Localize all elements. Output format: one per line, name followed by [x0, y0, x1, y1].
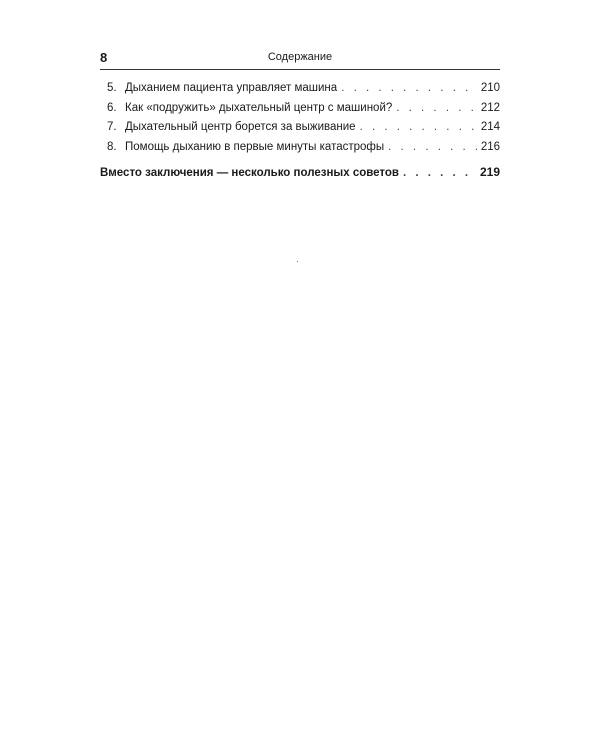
- table-of-contents: [100, 79, 500, 183]
- toc-entry: [100, 118, 500, 138]
- toc-entry-page: 216: [480, 140, 500, 153]
- dot-leader: [403, 164, 476, 184]
- header-divider: [100, 69, 500, 70]
- toc-entry: [100, 138, 500, 158]
- toc-entry-title: Дыханием пациента управляет машина: [125, 82, 338, 94]
- toc-entry-page: 214: [480, 121, 500, 133]
- toc-entry: [100, 99, 500, 119]
- toc-entry-title: Как «подружить» дыхательный центр с машиной?: [125, 101, 393, 114]
- toc-entry-title: Помощь дыханию в первые минуты катастрофы: [125, 140, 385, 153]
- toc-chapter-title: Вместо заключения — несколько полезных советов: [100, 167, 399, 179]
- paper-speck: [297, 261, 298, 262]
- dot-leader: [360, 118, 477, 138]
- toc-entry-number: 6.: [107, 101, 117, 114]
- page-number: 8: [100, 50, 108, 65]
- toc-entry: [100, 79, 500, 99]
- toc-entry-number: 8.: [107, 140, 117, 153]
- toc-entry-number: 5.: [107, 82, 117, 94]
- toc-entry-title: Дыхательный центр борется за выживание: [125, 121, 356, 133]
- toc-entry-number: 7.: [107, 121, 117, 133]
- toc-entry-page: 212: [480, 101, 500, 114]
- dot-leader: [388, 138, 477, 158]
- dot-leader: [341, 79, 477, 99]
- toc-chapter-entry: [100, 163, 500, 183]
- page-header: [100, 50, 500, 68]
- running-title: Содержание: [267, 51, 333, 63]
- dot-leader: [396, 99, 477, 119]
- toc-chapter-page: 219: [479, 165, 500, 179]
- toc-entry-page: 210: [480, 82, 500, 94]
